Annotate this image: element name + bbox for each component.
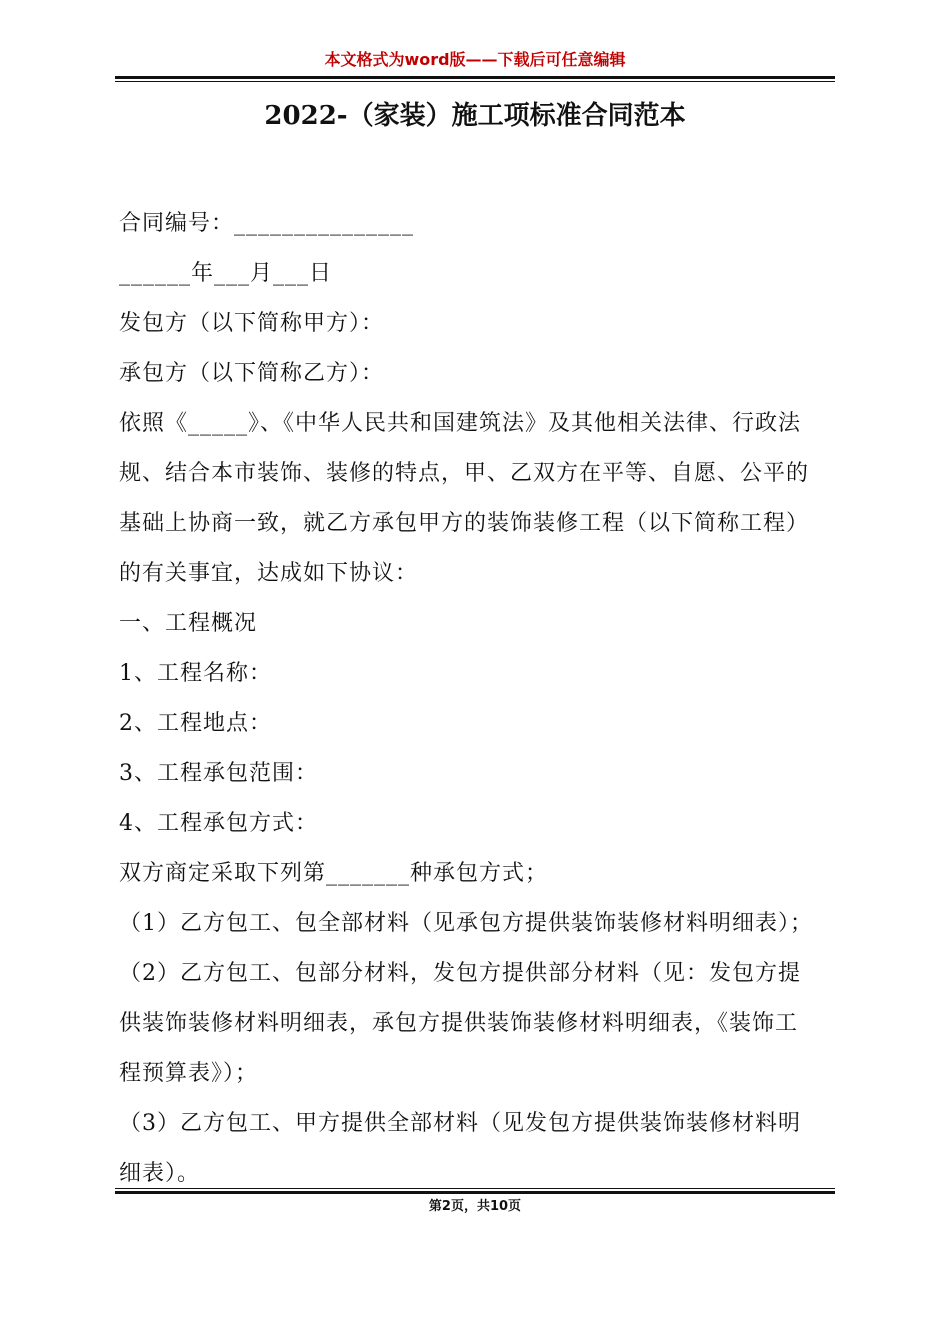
footer-rule-thin xyxy=(115,1188,835,1189)
party-a-line: 发包方（以下简称甲方）： xyxy=(119,311,385,336)
header-rule-thin xyxy=(115,81,835,82)
option-1-line: （1）乙方包工、包全部材料（见承包方提供装饰装修材料明细表）； xyxy=(119,911,813,936)
page-number: 第2页，共10页 xyxy=(428,1199,522,1214)
document-body xyxy=(119,199,835,1199)
format-banner: 本文格式为word版——下载后可任意编辑 xyxy=(324,50,626,69)
footer-rule-thick xyxy=(115,1191,835,1194)
option-3-line-1: （3）乙方包工、甲方提供全部材料（见发包方提供装饰装修材料明 xyxy=(119,1111,801,1136)
preamble-line-3: 基础上协商一致，就乙方承包甲方的装饰装修工程（以下简称工程） xyxy=(119,511,810,536)
item-contract-method: 4、工程承包方式： xyxy=(119,811,318,836)
header-rule-thick xyxy=(115,76,835,79)
date-line: ______年___月___日 xyxy=(119,261,333,286)
item-project-location: 2、工程地点： xyxy=(119,711,272,736)
option-2-line-3: 程预算表》）； xyxy=(119,1061,259,1086)
party-b-line: 承包方（以下简称乙方）： xyxy=(119,361,385,386)
item-contract-scope: 3、工程承包范围： xyxy=(119,761,318,786)
preamble-line-2: 规、结合本市装饰、装修的特点，甲、乙双方在平等、自愿、公平的 xyxy=(119,461,810,486)
document-title: 2022-（家装）施工项标准合同范本 xyxy=(264,101,686,131)
contract-number-line: 合同编号：_______________ xyxy=(119,211,415,236)
item-project-name: 1、工程名称： xyxy=(119,661,272,686)
section-heading: 一、工程概况 xyxy=(119,611,258,636)
preamble-line-4: 的有关事宜，达成如下协议： xyxy=(119,561,419,586)
method-choice-line: 双方商定采取下列第_______种承包方式； xyxy=(119,861,549,886)
option-2-line-2: 供装饰装修材料明细表，承包方提供装饰装修材料明细表，《装饰工 xyxy=(119,1011,799,1036)
option-2-line-1: （2）乙方包工、包部分材料，发包方提供部分材料（见：发包方提 xyxy=(119,961,801,986)
option-3-line-2: 细表）。 xyxy=(119,1161,201,1186)
preamble-line-1: 依照《_____》、《中华人民共和国建筑法》及其他相关法律、行政法 xyxy=(119,411,802,436)
